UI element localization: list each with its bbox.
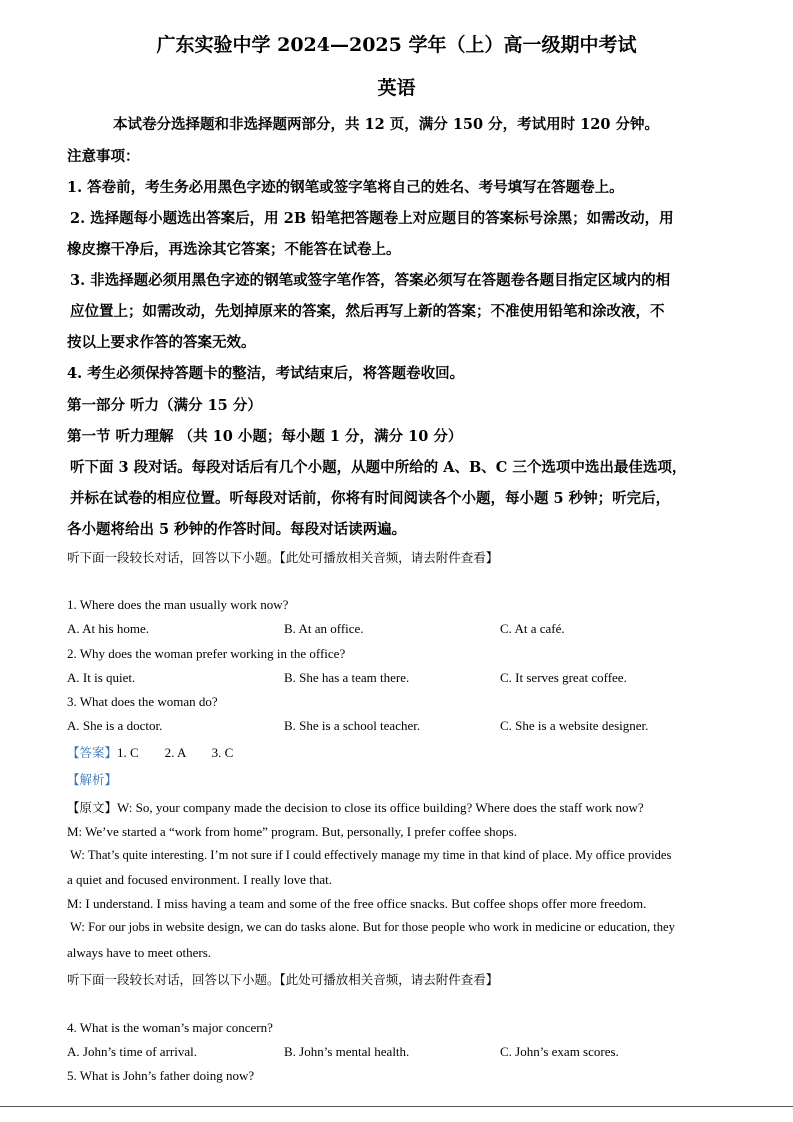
option-a: A. At his home. bbox=[67, 621, 149, 636]
transcript-line: M: We’ve started a “work from home” program. But, personally, I prefer coffee shops. bbox=[67, 824, 517, 839]
page-title: 广东实验中学 2024—2025 学年（上）高一级期中考试 bbox=[156, 34, 637, 56]
notice-heading: 注意事项： bbox=[67, 148, 140, 165]
audio-note: 听下面一段较长对话，回答以下小题。【此处可播放相关音频，请去附件查看】 bbox=[67, 550, 499, 565]
transcript-line: W: That’s quite interesting. I’m not sure if I could effectively manage my time in that kind of place. My office provides bbox=[70, 848, 672, 862]
option-c: C. At a café. bbox=[500, 621, 565, 636]
original-label: 【原文】 bbox=[67, 800, 118, 815]
question: 1. Where does the man usually work now? bbox=[67, 597, 289, 612]
notice-line: 按以上要求作答的答案无效。 bbox=[67, 334, 256, 351]
option-a: A. She is a doctor. bbox=[67, 718, 163, 733]
analysis-label: 【解析】 bbox=[67, 772, 118, 787]
transcript-line: a quiet and focused environment. I really love that. bbox=[67, 872, 332, 887]
option-b: B. John’s mental health. bbox=[284, 1044, 410, 1059]
notice-line: 橡皮擦干净后，再选涂其它答案；不能答在试卷上。 bbox=[67, 241, 401, 258]
notice-line: 3. 非选择题必须用黑色字迹的钢笔或签字笔作答，答案必须写在答题卷各题目指定区域内的相 bbox=[70, 272, 671, 289]
exam-intro: 本试卷分选择题和非选择题两部分，共 12 页，满分 150 分，考试用时 120 分钟。 bbox=[113, 116, 659, 133]
section-heading: 第一节 听力理解 （共 10 小题；每小题 1 分，满分 10 分） bbox=[67, 428, 463, 445]
notice-line: 2. 选择题每小题选出答案后，用 2B 铅笔把答题卷上对应题目的答案标号涂黑；如需改动，用 bbox=[70, 210, 674, 227]
question: 2. Why does the woman prefer working in the office? bbox=[67, 646, 346, 661]
option-c: C. She is a website designer. bbox=[500, 718, 649, 733]
answer-label: 【答案】 bbox=[67, 745, 118, 760]
option-b: B. She has a team there. bbox=[284, 670, 410, 685]
question: 3. What does the woman do? bbox=[67, 694, 218, 709]
option-b: B. At an office. bbox=[284, 621, 364, 636]
option-c: C. John’s exam scores. bbox=[500, 1044, 619, 1059]
question: 5. What is John’s father doing now? bbox=[67, 1068, 255, 1083]
transcript-line: 【原文】W: So, your company made the decision to close its office building? Where does the staff work now? bbox=[67, 800, 644, 815]
option-c: C. It serves great coffee. bbox=[500, 670, 627, 685]
option-a: A. John’s time of arrival. bbox=[67, 1044, 197, 1059]
answer-row bbox=[67, 742, 233, 761]
part-heading: 第一部分 听力（满分 15 分） bbox=[67, 397, 262, 414]
directions-line: 听下面 3 段对话。每段对话后有几个小题，从题中所给的 A、B、C 三个选项中选出最佳选项， bbox=[70, 459, 687, 476]
transcript-line: M: I understand. I miss having a team and some of the free office snacks. But coffee shops offer more freedom. bbox=[67, 896, 647, 911]
transcript-line: W: For our jobs in website design, we can do tasks alone. But for those people who work in medicine or education, they bbox=[70, 920, 675, 934]
option-a: A. It is quiet. bbox=[67, 670, 136, 685]
directions-line: 并标在试卷的相应位置。听每段对话前，你将有时间阅读各个小题，每小题 5 秒钟；听完后， bbox=[70, 490, 671, 507]
answer-values: 1. C 2. A 3. C bbox=[117, 745, 234, 760]
transcript-line: always have to meet others. bbox=[67, 945, 212, 960]
notice-line: 1. 答卷前，考生务必用黑色字迹的钢笔或签字笔将自己的姓名、考号填写在答题卷上。 bbox=[67, 179, 624, 196]
option-b: B. She is a school teacher. bbox=[284, 718, 421, 733]
directions-line: 各小题将给出 5 秒钟的作答时间。每段对话读两遍。 bbox=[67, 521, 407, 538]
notice-line: 应位置上；如需改动，先划掉原来的答案，然后再写上新的答案；不准使用铅笔和涂改液，不 bbox=[70, 303, 665, 320]
question: 4. What is the woman’s major concern? bbox=[67, 1020, 273, 1035]
notice-line: 4. 考生必须保持答题卡的整洁，考试结束后，将答题卷收回。 bbox=[67, 365, 465, 382]
page-bottom-rule bbox=[0, 1106, 793, 1107]
subject-title: 英语 bbox=[377, 77, 416, 99]
audio-note: 听下面一段较长对话，回答以下小题。【此处可播放相关音频，请去附件查看】 bbox=[67, 972, 499, 987]
